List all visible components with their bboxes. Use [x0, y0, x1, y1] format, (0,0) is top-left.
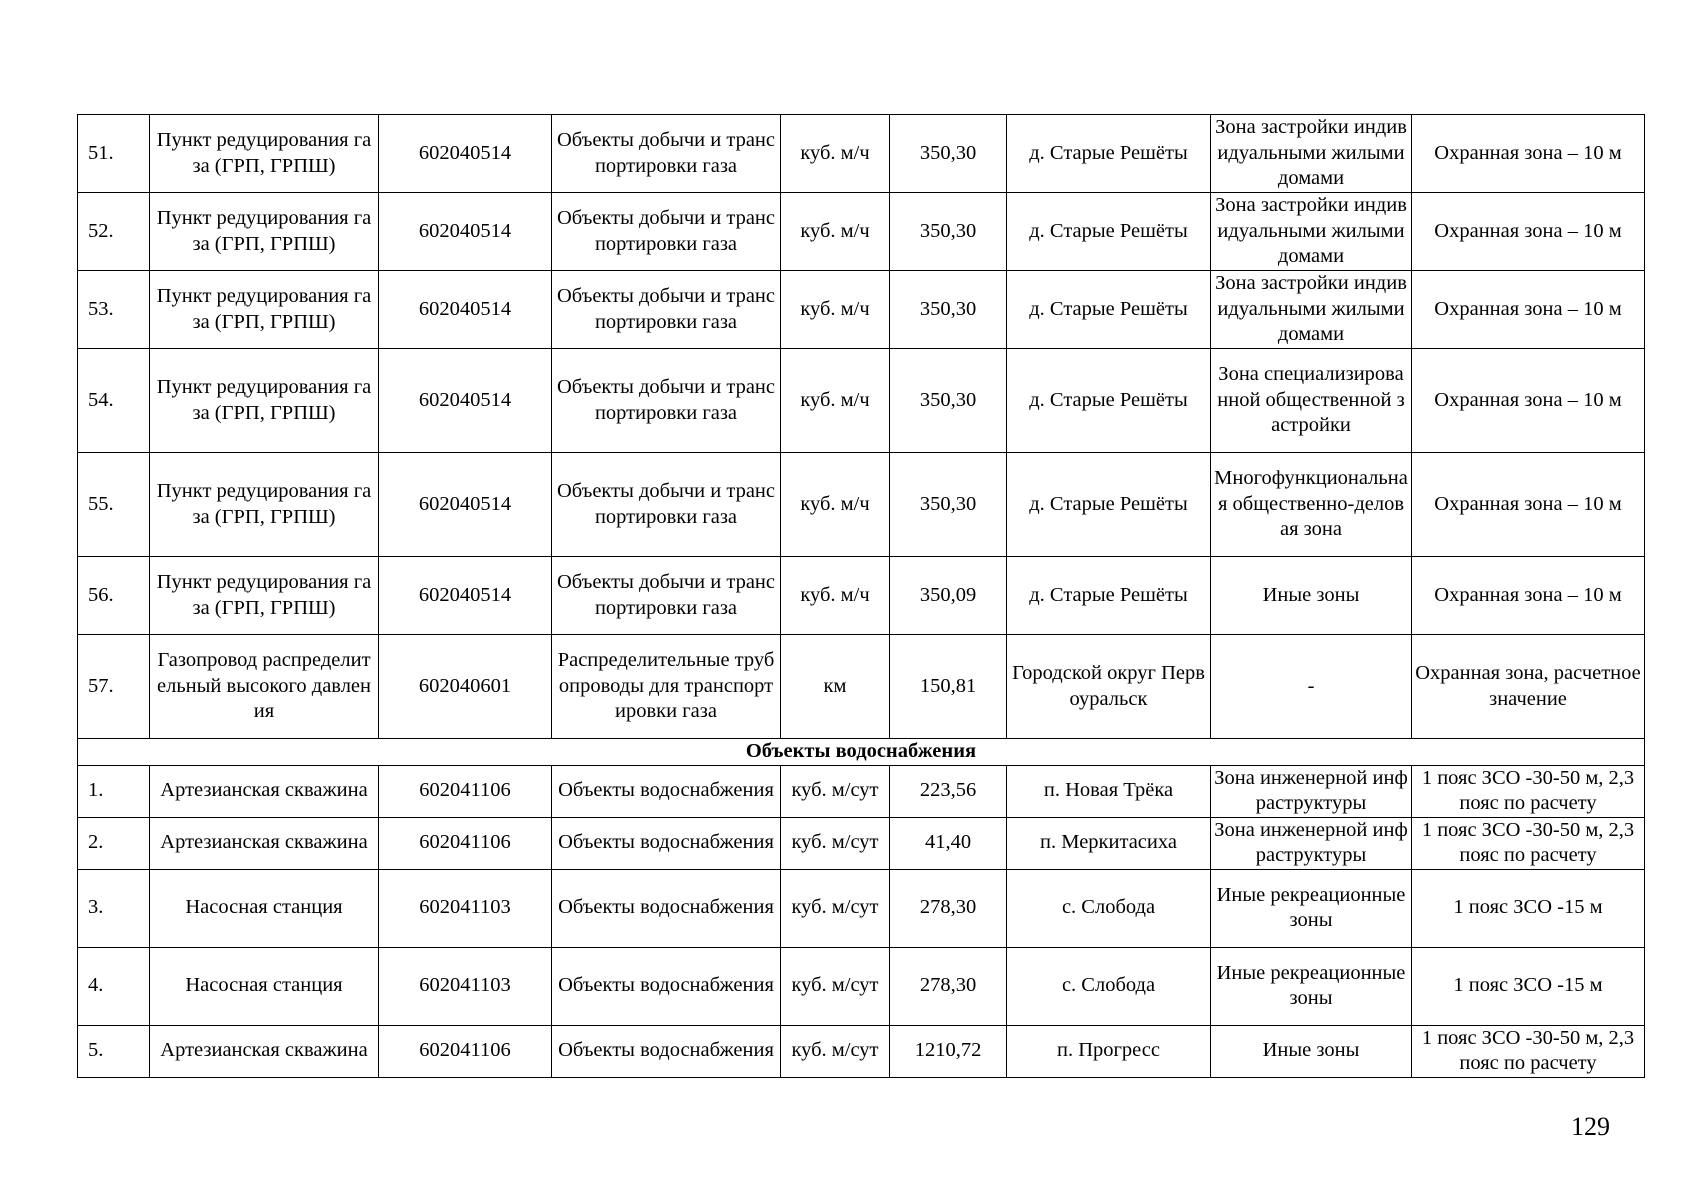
- object-name: Пункт редуцирования газа (ГРП, ГРПШ): [150, 557, 379, 635]
- row-number: 52.: [78, 193, 150, 271]
- zone: Зона инженерной инфраструктуры: [1211, 765, 1412, 817]
- section-title: Объекты водоснабжения: [78, 739, 1645, 766]
- zone: Зона застройки индивидуальными жилыми домами: [1211, 115, 1412, 193]
- value: 150,81: [890, 635, 1007, 739]
- protection-zone: Охранная зона – 10 м: [1412, 453, 1645, 557]
- location: п. Новая Трёка: [1007, 765, 1211, 817]
- protection-zone: Охранная зона – 10 м: [1412, 271, 1645, 349]
- protection-zone: 1 пояс ЗСО -15 м: [1412, 947, 1645, 1025]
- object-type: Объекты добычи и транспортировки газа: [552, 557, 781, 635]
- table-row: [78, 947, 1645, 1025]
- row-number: 53.: [78, 271, 150, 349]
- location: д. Старые Решёты: [1007, 271, 1211, 349]
- value: 350,30: [890, 115, 1007, 193]
- object-code: 602040514: [379, 271, 552, 349]
- protection-zone: Охранная зона – 10 м: [1412, 115, 1645, 193]
- table-row: [78, 817, 1645, 869]
- object-name: Пункт редуцирования газа (ГРП, ГРПШ): [150, 349, 379, 453]
- object-type: Объекты водоснабжения: [552, 947, 781, 1025]
- object-code: 602041106: [379, 1025, 552, 1077]
- object-code: 602041103: [379, 947, 552, 1025]
- zone: Иные зоны: [1211, 557, 1412, 635]
- zone: Иные зоны: [1211, 1025, 1412, 1077]
- unit: куб. м/сут: [781, 765, 890, 817]
- object-type: Объекты водоснабжения: [552, 817, 781, 869]
- object-name: Пункт редуцирования газа (ГРП, ГРПШ): [150, 193, 379, 271]
- protection-zone: 1 пояс ЗСО -15 м: [1412, 869, 1645, 947]
- table-row: [78, 193, 1645, 271]
- table-row: [78, 349, 1645, 453]
- object-code: 602040514: [379, 557, 552, 635]
- unit: куб. м/сут: [781, 1025, 890, 1077]
- object-name: Пункт редуцирования газа (ГРП, ГРПШ): [150, 115, 379, 193]
- protection-zone: 1 пояс ЗСО -30-50 м, 2,3 пояс по расчету: [1412, 817, 1645, 869]
- protection-zone: Охранная зона – 10 м: [1412, 349, 1645, 453]
- object-name: Газопровод распределительный высокого давления: [150, 635, 379, 739]
- row-number: 1.: [78, 765, 150, 817]
- table-row: [78, 869, 1645, 947]
- unit: куб. м/сут: [781, 869, 890, 947]
- row-number: 5.: [78, 1025, 150, 1077]
- object-type: Объекты добычи и транспортировки газа: [552, 271, 781, 349]
- row-number: 55.: [78, 453, 150, 557]
- location: д. Старые Решёты: [1007, 115, 1211, 193]
- protection-zone: Охранная зона – 10 м: [1412, 557, 1645, 635]
- object-code: 602040514: [379, 453, 552, 557]
- object-type: Объекты добычи и транспортировки газа: [552, 453, 781, 557]
- zone: Иные рекреационные зоны: [1211, 869, 1412, 947]
- value: 350,30: [890, 271, 1007, 349]
- location: д. Старые Решёты: [1007, 193, 1211, 271]
- row-number: 2.: [78, 817, 150, 869]
- location: п. Меркитасиха: [1007, 817, 1211, 869]
- unit: куб. м/ч: [781, 349, 890, 453]
- unit: куб. м/ч: [781, 193, 890, 271]
- zone: Зона специализированной общественной застройки: [1211, 349, 1412, 453]
- object-code: 602041103: [379, 869, 552, 947]
- object-name: Насосная станция: [150, 947, 379, 1025]
- object-type: Объекты добычи и транспортировки газа: [552, 193, 781, 271]
- object-code: 602040514: [379, 193, 552, 271]
- objects-table: [77, 114, 1645, 1078]
- protection-zone: Охранная зона – 10 м: [1412, 193, 1645, 271]
- zone: Зона инженерной инфраструктуры: [1211, 817, 1412, 869]
- unit: куб. м/сут: [781, 817, 890, 869]
- row-number: 51.: [78, 115, 150, 193]
- value: 350,30: [890, 453, 1007, 557]
- object-type: Объекты водоснабжения: [552, 869, 781, 947]
- object-code: 602040601: [379, 635, 552, 739]
- object-name: Насосная станция: [150, 869, 379, 947]
- protection-zone: 1 пояс ЗСО -30-50 м, 2,3 пояс по расчету: [1412, 1025, 1645, 1077]
- table-row: [78, 557, 1645, 635]
- object-code: 602041106: [379, 765, 552, 817]
- value: 350,30: [890, 349, 1007, 453]
- row-number: 4.: [78, 947, 150, 1025]
- unit: куб. м/сут: [781, 947, 890, 1025]
- protection-zone: 1 пояс ЗСО -30-50 м, 2,3 пояс по расчету: [1412, 765, 1645, 817]
- row-number: 57.: [78, 635, 150, 739]
- section-row: [78, 739, 1645, 766]
- value: 350,30: [890, 193, 1007, 271]
- unit: куб. м/ч: [781, 453, 890, 557]
- table-row: [78, 453, 1645, 557]
- value: 278,30: [890, 869, 1007, 947]
- object-type: Распределительные трубопроводы для транспортировки газа: [552, 635, 781, 739]
- unit: куб. м/ч: [781, 115, 890, 193]
- object-type: Объекты водоснабжения: [552, 765, 781, 817]
- value: 1210,72: [890, 1025, 1007, 1077]
- location: д. Старые Решёты: [1007, 557, 1211, 635]
- zone: Зона застройки индивидуальными жилыми домами: [1211, 271, 1412, 349]
- zone: Иные рекреационные зоны: [1211, 947, 1412, 1025]
- table-body: [78, 115, 1645, 1078]
- table-row: [78, 271, 1645, 349]
- object-name: Пункт редуцирования газа (ГРП, ГРПШ): [150, 271, 379, 349]
- object-code: 602040514: [379, 349, 552, 453]
- location: д. Старые Решёты: [1007, 349, 1211, 453]
- location: с. Слобода: [1007, 947, 1211, 1025]
- row-number: 54.: [78, 349, 150, 453]
- location: д. Старые Решёты: [1007, 453, 1211, 557]
- unit: км: [781, 635, 890, 739]
- unit: куб. м/ч: [781, 271, 890, 349]
- page-number: 129: [1571, 1112, 1610, 1141]
- zone: -: [1211, 635, 1412, 739]
- row-number: 3.: [78, 869, 150, 947]
- table-row: [78, 1025, 1645, 1077]
- object-type: Объекты водоснабжения: [552, 1025, 781, 1077]
- object-name: Артезианская скважина: [150, 1025, 379, 1077]
- object-type: Объекты добычи и транспортировки газа: [552, 115, 781, 193]
- value: 278,30: [890, 947, 1007, 1025]
- row-number: 56.: [78, 557, 150, 635]
- value: 350,09: [890, 557, 1007, 635]
- value: 223,56: [890, 765, 1007, 817]
- object-name: Артезианская скважина: [150, 765, 379, 817]
- object-code: 602040514: [379, 115, 552, 193]
- value: 41,40: [890, 817, 1007, 869]
- zone: Зона застройки индивидуальными жилыми домами: [1211, 193, 1412, 271]
- protection-zone: Охранная зона, расчетное значение: [1412, 635, 1645, 739]
- location: п. Прогресс: [1007, 1025, 1211, 1077]
- location: Городской округ Первоуральск: [1007, 635, 1211, 739]
- object-name: Пункт редуцирования газа (ГРП, ГРПШ): [150, 453, 379, 557]
- table-row: [78, 765, 1645, 817]
- location: с. Слобода: [1007, 869, 1211, 947]
- object-name: Артезианская скважина: [150, 817, 379, 869]
- object-type: Объекты добычи и транспортировки газа: [552, 349, 781, 453]
- unit: куб. м/ч: [781, 557, 890, 635]
- zone: Многофункциональная общественно-деловая зона: [1211, 453, 1412, 557]
- object-code: 602041106: [379, 817, 552, 869]
- table-row: [78, 115, 1645, 193]
- table-row: [78, 635, 1645, 739]
